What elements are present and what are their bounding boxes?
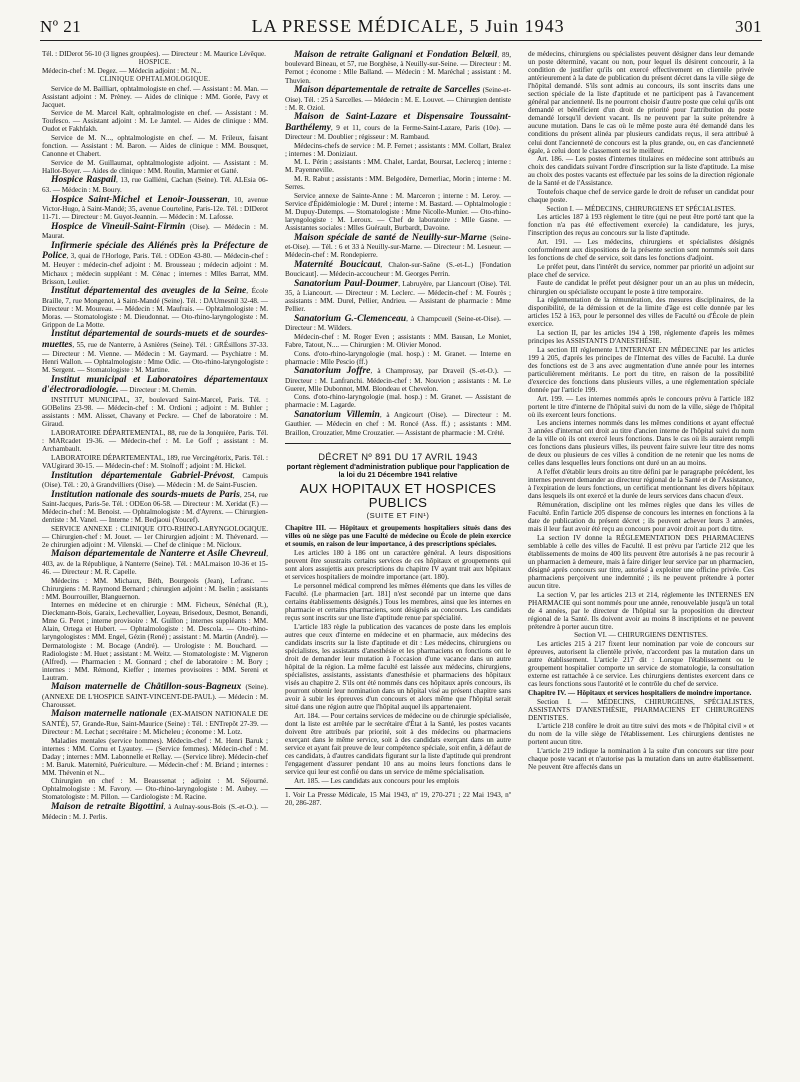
- directory-entry: Service de M. Bailliart, ophtalmologiste en chef. — Assistant : M. Man. — Assistant adjoint : M. Prèney. — Aides de clinique : MM. Gorée, Pavy et Jacquet.: [42, 84, 268, 109]
- decree-text: [285, 524, 511, 784]
- decree-paragraph: Faute de candidat le préfet peut désigner pour un an au plus un médecin, chirurgien ou spécialiste occupant le poste à titre temporaire.: [528, 279, 754, 296]
- decree-paragraph: Le préfet peut, dans l'intérêt du service, nommer par priorité un adjoint sur place chef de service.: [528, 262, 754, 279]
- decree-number: DÉCRET Nº 891 DU 17 AVRIL 1943: [318, 451, 478, 462]
- decree-paragraph: Art. 186. — Les postes d'internes titulaires en médecine sont attribués au choix des candidats suivant l'ordre d'inscription sur la liste d'aptitude. La mise au choix des postes vacants est effectuée par les soins de la direction régionale de la Santé et de l'Assistance.: [528, 155, 754, 188]
- directory-entry: Maison spéciale de santé de Neuilly-sur-Marne (Seine-et-Oise). — Tél. : 6 et 33 à Neuilly-sur-Marne. — Directeur : M. Lesueur. — Médecin-chef : M. Rondepierre.: [285, 231, 511, 260]
- directory-entry: Sanatorium Paul-Doumer, Labruyère, par Liancourt (Oise). Tél. 35, à Liancourt. — Directeur : M. Leclerc. — Médecin-chef : M. Fourès ; assistants : MM. Durel, Pellier, Andrieu. — Assistant de pharmacie : Mme Pellier.: [285, 277, 511, 314]
- decree-paragraph: L'article 218 confère le droit au titre suivi des mots « de l'hôpital civil » et du nom de la ville siège de l'établissement. Les chirurgiens dentistes ne portent aucun titre.: [528, 722, 754, 747]
- directory-entry: Chirurgien en chef : M. Beaussenat ; adjoint : M. Séjourné. Ophtalmologiste : M. Favory. — Oto-rhino-laryngologiste : M. Aubey. — Stomatologiste : M. Pillon. — Cardiologiste : M. Racine.: [42, 777, 268, 802]
- directory-entry: Médecins : MM. Michaux, Béth, Bourgeois (Jean), Lefranc. — Chirurgiens : M. Raymond Bernard ; chirurgien adjoint : M. Iselin ; assistants : MM. Bourrouiller, Blanguernon.: [42, 576, 268, 601]
- directory-entry: Infirmerie spéciale des Aliénés près la Préfecture de Police, 3, quai de l'Horloge, Paris. Tél. : ODEon 43-80. — Médecin-chef : M. Heuyer : médecin-chef adjoint : M. Brousseau ; médecin adjoint : M. Michaux ; médecin suppléant : M. Cénac ; internes : Mlles Barrat, MM. Brisson, Leulier.: [42, 239, 268, 286]
- decree-continuation: (SUITE ET FIN¹): [366, 511, 430, 521]
- directory-entry: Sanatorium G.-Clemenceau, à Champcueil (Seine-et-Oise). — Directeur : M. Wilders.: [285, 312, 511, 333]
- decree-paragraph: Les anciens internes nommés dans les mêmes conditions et ayant effectué 3 années d'internat ont droit au titre d'ancien interne de l'hôpital suivi du nom de la ville où ils ont exercé leurs fonctions. Dans le cas où ils auraient rempli ces fonctions dans plusieurs villes, ils peuvent faire suivre leur titre des noms de deux ou plusieurs de ces villes à condition de ne retenir que les noms de celles dans lesquelles leurs fonctions ont duré un an au moins.: [528, 419, 754, 468]
- decree-heading: [285, 452, 511, 521]
- directory-entry: Internes en médecine et en chirurgie : MM. Ficheux, Sénéchal (R.), Dieckmann-Bois, Garaix, Lechevallier, Loyeau, Brisedoux, Desmot, Benandi, Mme G. Peret ; interne provisoire : M. Guillon ; internes suppléants : MM. Alain, Ortega et Hubert. — Ophtalmologiste : M. Descola. — Oto-rhino-laryngologistes : MM. Engel, Gézin (René) ; assistant : M. Martin (André). — Dermatologiste : M. Bocage (André). — Urologiste : M. Bouchard. — Radiologiste : M. Huet ; assistant : M. Weitz. — Stomatologiste : M. Vigneron (Alfred). — Pharmacien : M. Gonnard ; chef de laboratoire : M. Bory ; internes : MM. Rémond, Kieffer ; internes provisoires : MM. Sereni et Lautram.: [42, 601, 268, 682]
- directory-entry: LABORATOIRE DÉPARTEMENTAL, 88, rue de la Jonquière, Paris. Tél. : MARcadet 19-36. — Médecin-chef : M. Le Goff ; assistant : M. Archambault.: [42, 429, 268, 454]
- directory-entry: M. R. Rabut ; assistants : MM. Belgodère, Demerliac, Morin ; interne : M. Serres.: [285, 175, 511, 192]
- column-middle: [285, 50, 511, 807]
- directory-entry: Service de M. Marcel Kalt, ophtalmologiste en chef. — Assistant : M. Toufesco. — Assistant adjoint : M. Le Jamtel. — Aides de clinique : MM. Oudot et Fakhfakh.: [42, 109, 268, 134]
- column-right: [528, 50, 754, 772]
- directory-continued: [285, 50, 511, 437]
- decree-paragraph: L'article 219 indique la nomination à la suite d'un concours sur titre pour chaque poste vacant et n'autorise pas la mutation dans un autre établissement. Ne peuvent être affectés dans un: [528, 747, 754, 772]
- directory-entry: M. L. Périn ; assistants : MM. Chalet, Lardat, Boursat, Leclercq ; interne : M. Payenneville.: [285, 158, 511, 175]
- directory-entry: Médecin-chef : M. Roger Even ; assistants : MM. Bausan, Le Moniet, Fabre, Tatout, N.... — Chirurgien : M. Olivier Monod.: [285, 332, 511, 349]
- decree-paragraph: Art. 191. — Les médecins, chirurgiens et spécialistes désignés conformément aux dispositions de la présente section sont nommés soit dans les fonctions de chef de service, soit dans les fonctions d'adjoint.: [528, 238, 754, 263]
- directory-entry: Institut municipal et Laboratoires départementaux d'électroradiologie. — Directeur : M. Chemin.: [42, 373, 268, 396]
- directory-entry: Tél. : DIDerot 56-10 (3 lignes groupées). — Directeur : M. Maurice Lévêque.: [42, 50, 266, 58]
- directory-entry: Institution départementale Gabriel-Prévost, Campuis (Oise). Tél. : 20, à Grandvilliers (Oise). — Médecin : M. de Saint-Fuscien.: [42, 469, 268, 489]
- decree-paragraph: A l'effet d'établir leurs droits au titre défini par le paragraphe précédent, les internes peuvent demander au directeur régional de la Santé et de l'Assistance, à l'expiration de leurs fonctions, un certificat mentionnant les divers hôpitaux dans lesquels ils ont exercé et la durée de leurs services dans chacun d'eux.: [528, 468, 754, 501]
- directory-entry: Service annexe de Sainte-Anne : M. Marceron ; interne : M. Leroy. — Service d'Épidémiologie : M. Durel ; interne : M. Bastard. — Ophtalmologie : M. Dupuy-Dutemps. — Stomatologiste : Mme Nicolle-Munier. — Oto-rhino-laryngologiste : M. Leroux. — Chef de laboratoire : Mlle Gasne. — Assistantes sociales : Mlles Guérault, Burbardt, Davoine.: [285, 191, 511, 232]
- page-number: 301: [735, 17, 762, 36]
- directory-entry: Service de M. Guillaumat, ophtalmologiste adjoint. — Assistant : M. Hallot-Boyer. — Aides de clinique : MM. Roulin, Marmier et Gatté.: [42, 158, 268, 175]
- directory-entry: Maison maternelle nationale (EX-MAISON NATIONALE DE SANTÉ), 57, Grande-Rue, Saint-Maurice (Seine) : Tél. : ENTrepôt 27-39. — Directeur : M. Lechat ; secrétaire : M. Micheleu ; économe : M. Lotz.: [42, 708, 268, 736]
- decree-paragraph: La section II, par les articles 194 à 198, réglemente d'après les mêmes principes les ASSISTANTS D'ANESTHÉSIE.: [528, 328, 754, 345]
- directory-entry: Institution nationale des sourds-muets de Paris, 254, rue Saint-Jacques, Paris-5e. Tél. : ODEon 06-58. — Directeur : M. Xeridat (F.) — Médecin-chef : M. Benoist. — Ophtalmologiste : M. d'Ayrenx. — Chirurgien-dentiste : M. Vanel. — Interne : M. Bedjaoui (Youcef).: [42, 488, 268, 525]
- footnote-rule: [285, 788, 355, 789]
- decree-paragraph: Section I. — MÉDECINS, CHIRURGIENS ET SPÉCIALISTES.: [546, 204, 736, 213]
- directory-entry: Institut départemental de sourds-muets et de sourdes-muettes, 55, rue de Nanterre, à Asnières (Seine). Tél. : GRÉsillons 37-33. — Directeur : M. Vienne. — Médecin : M. Gaymard. — Psychiatre : M. Henri Wallon. — Ophtalmologiste : Mme Odic. — Oto-rhino-laryngologiste : M. Sergent. — Stomatologiste : M. Martine.: [42, 328, 268, 375]
- directory-entry: Hospice Saint-Michel et Lenoir-Jousseran, 10, avenue Victor-Hugo, à Saint-Mandé; 35, avenue Courteline, Paris-12e. Tél. : DIDerot 11-71. — Directeur : M. Guyot-Jeannin. — Médecin : M. Lafosse.: [42, 193, 268, 221]
- directory-entry: Maison départementale de retraite de Sarcelles (Seine-et-Oise). Tél. : 25 à Sarcelles. — Médecin : M. E. Louvet. — Chirurgien dentiste : M. R. Oziol.: [285, 84, 511, 112]
- directory-entry: Maison de Saint-Lazare et Dispensaire Toussaint-Barthélemy, 9 et 11, cours de la Ferme-Saint-Lazare, Paris (10e). — Directeur : M. Doublier ; régisseur : M. Rambaud.: [285, 111, 511, 142]
- decree-subtitle: portant règlement d'administration publique pour l'application de la loi du 21 Décembre 1941 relative: [286, 461, 510, 480]
- directory-entry: Maternité Boucicaut, Chalon-sur-Saône (S.-et-L.) [Fondation Boucicaut]. — Médecin-accoucheur : M. Georges Perrin.: [285, 258, 511, 279]
- directory-entry: Maison de retraite Galignani et Fondation Belœil, 89, boulevard Bineau, et 57, rue Borghèse, à Neuilly-sur-Seine. — Directeur : M. Pernot ; économe : Mlle Balland. — Médecin : M. Maréchal ; assistant : M. Thuvien.: [285, 49, 511, 85]
- directory-entry: Cons. d'oto-rhino-laryngologie (mal. hosp.) : M. Granet. — Interne en pharmacie : Mlle Pescio (ff.): [285, 349, 511, 366]
- directory-entry: CLINIQUE OPHTALMOLOGIQUE.: [99, 75, 211, 83]
- decree-paragraph: Toutefois chaque chef de service garde le droit de refuser un candidat pour chaque poste.: [528, 187, 754, 205]
- decree-paragraph: Les articles 180 à 186 ont un caractère général. A leurs dispositions peuvent être soustraits certains services de ces hôpitaux et groupements qui sont alors assujettis aux prescriptions du chapitre IV ayant trait aux hôpitaux et services hospitaliers de moindre importance (art. 180).: [285, 549, 511, 582]
- directory-entry: Sanatorium Joffre, à Champrosay, par Draveil (S.-et-O.). — Directeur : M. Lanfranchi. Médecin-chef : M. Nouvion ; assistants : M. Le Guerer, Mlle Dubonnot, MM. Blondeau et Chevelon.: [285, 365, 511, 393]
- directory-entry: Hospice Raspail, 13, rue Galliéni, Cachan (Seine). Tél. ALEsia 06-63. — Médecin : M. Boury.: [42, 174, 268, 194]
- decree-paragraph: Chapitre III. — Hôpitaux et groupements hospitaliers situés dans des villes où ne siège pas une Faculté de médecine ou École de plein exercice et soumis, en raison de leur importance, à des prescriptions spéciales.: [285, 524, 511, 549]
- directory-entry: Sanatorium Villemin, à Angicourt (Oise). — Directeur : M. Gauthier. — Médecin en chef : M. Roncé (Ass. ff.) ; assistants : MM. Braillon, Crouzatier, Mme Crouzatier. — Assistant de pharmacie : M. Crété.: [285, 409, 511, 437]
- directory-entry: LABORATOIRE DÉPARTEMENTAL, 189, rue Vercingétorix, Paris. Tél. : VAUgirard 30-15. — Médecin-chef : M. Stoïnoff ; adjoint : M. Hickel.: [42, 453, 268, 470]
- directory-entry: Maison de retraite Bigottini, à Aulnay-sous-Bois (S.-et-O.). — Médecin : M. J. Perlis.: [42, 801, 269, 821]
- directory-entry: Médecin-chef : M. Degez. — Médecin adjoint : M. N...: [42, 67, 202, 76]
- decree-paragraph: Les articles 215 à 217 fixent leur nomination par voie de concours sur épreuves, autorisent la clientèle privée, n'accordent pas la mutation dans un autre établissement. L'article 217 dit : Lorsque l'établissement ou le groupement hospitalier comporte un service de stomatologie, la consultation externe est rattachée à ce service. Les chirurgiens dentistes exercent dans ce cas leurs fonctions sous l'autorité et le contrôle du chef de service.: [528, 640, 754, 689]
- decree-paragraph: L'article 183 règle la publication des vacances de poste dans les emplois autres que ceux d'interne en médecine et en pharmacie, aux médecins des candidats inscrits sur la liste d'aptitude et dit : Les médecins, chirurgiens ou spécialistes, les assistants d'anesthésie et les pharmaciens en fonctions ont le droit de demander leur mutation à l'occasion d'une vacance dans un autre hôpital de la région. La même faculté est laissée aux médecins, chirurgiens, spécialistes, assistants, assistants d'anesthésie et pharmaciens des hôpitaux visés au chapitre 2. S'ils ont été nommés dans ces hôpitaux après concours, ils pourront obtenir leur nomination dans un hôpital visé au présent chapitre sans avoir à subir les épreuves d'un concours et alors même que l'hôpital serait situé dans une région autre que l'hôpital auquel ils appartenaient.: [285, 622, 511, 712]
- directory-entry: Institut départemental des aveugles de la Seine, École Braille, 7, rue Mongenot, à Saint-Mandé (Seine). Tél. : DAUmesnil 32-48. — Directeur : M. Moureau. — Médecin : M. Maufrais. — Ophtalmologiste : M. Moras. — Stomatologiste : M. Dieudonnat. — Oto-rhino-laryngologiste : M. Grippon de La Motte.: [42, 285, 268, 329]
- decree-paragraph: Rémunération, discipline ont les mêmes règles que dans les villes de Faculté. Enfin l'article 205 dispense de concours les internes en fonctions à la date de publication du présent décret ; ils peuvent achever leurs 3 années, mais il leur faut avoir été reçu au concours pour avoir droit au port du titre.: [528, 500, 754, 534]
- decree-paragraph: Art. 185. — Les candidats aux concours pour les emplois: [294, 776, 460, 785]
- directory-entry: Maison départementale de Nanterre et Asile Chevreul, 403, av. de la République, à Nanterre (Seine). Tél. : MALmaison 10-36 et 15-46. — Directeur : M. R. Capelle.: [42, 548, 268, 576]
- decree-paragraph: La réglementation de la rémunération, des mesures disciplinaires, de la disponibilité, de la démission et de la limite d'âge est celle donnée par les articles 152 à 163, pour le personnel des villes de Faculté ou d'École de plein exercice.: [528, 296, 754, 329]
- decree-paragraph: de médecins, chirurgiens ou spécialistes peuvent désigner dans leur demande un poste déterminé, vacant ou non, pour lequel ils désirent concourir, à la condition de justifier qu'ils ont exercé effectivement en clientèle privée antérieurement à la date de publication du présent décret dans la ville siège de l'hôpital demandé. S'ils sont admis au concours, ils sont inscrits dans une section spéciale de la liste d'aptitude et ne participent pas à l'avancement général par ancienneté. Ils ne pourront choisir d'autre poste que celui qu'ils ont demandé et bénéficient d'un droit de priorité pour l'attribution du poste demandé lorsqu'il devient vacant. Ils ne peuvent par la suite prétendre à aucune mutation. Dans le cas où le même poste aura été demandé dans les conditions du présent alinéa par plusieurs candidats reçus, il sera attribué à celui dont l'ancienneté de concours est la plus grande, ou, en cas d'ancienneté égale, à celui dont le classement est le meilleur.: [528, 50, 754, 155]
- directory-entry: SERVICE ANNEXE : CLINIQUE OTO-RHINO-LARYNGOLOGIQUE. — Chirurgien-chef : M. Jouet. — 1er Chirurgien adjoint : M. Thévenard. — 2e chirurgien adjoint : M. Vilenski. — Chef de clinique : M. Nicloux.: [42, 524, 268, 549]
- issue-number: Nº 21: [40, 17, 82, 36]
- directory-entry: Maison maternelle de Châtillon-sous-Bagneux (Seine). (ANNEXE DE L'HOSPICE SAINT-VINCENT-DE-PAUL). — Médecin : M. Charousset.: [42, 681, 268, 709]
- decree-paragraph: Chapitre IV. — Hôpitaux et services hospitaliers de moindre importance.: [528, 688, 752, 697]
- column-left: [42, 50, 268, 821]
- decree-paragraph: Art. 184. — Pour certains services de médecine ou de chirurgie spécialisée, dont la liste est arrêtée par le secrétaire d'État à la Santé, les postes vacants doivent être attribués par priorité, soit à des médecins ou pharmaciens exerçant dans le même service, soit à des candidats exerçant dans un autre service et ayant fait preuve de leur compétence spéciale, soit enfin, à défaut de ces candidats, à d'autres candidats figurant sur la liste d'aptitude qui prendront l'engagement d'assurer pendant 10 ans au moins leurs fonctions dans le service qui leur est confié ou dans un service de même spécialisation.: [285, 711, 512, 777]
- decree-paragraph: Le personnel médical comprend les mêmes éléments que dans les villes de Faculté. (Le pharmacien [art. 181] n'est secondé par un interne que dans certains établissements désignés.) Tous les membres, ainsi que les internes en pharmacie et certains pharmaciens, sont désignés au concours. Les candidats reçus sont inscrits sur une liste d'aptitude renue par spécialité.: [285, 581, 511, 623]
- directory-entry: INSTITUT MUNICIPAL, 37, boulevard Saint-Marcel, Paris. Tél. : GOBelins 23-98. — Médecin-chef : M. Ordioni ; adjoint : M. Buhler ; assistants : MM. Alisset, Chavany et Peckre. — Chef de laboratoire : M. Giraud.: [42, 396, 268, 429]
- section-rule: [285, 443, 511, 444]
- directory-entry: Service de M. N..., ophtalmologiste en chef. — M. Frileux, faisant fonction. — Assistant : M. Baron. — Aides de clinique : MM. Bousquet, Canonne et Chabert.: [42, 134, 268, 159]
- directory-entry: Maladies mentales (service hommes). Médecin-chef : M. Henri Baruk ; internes : MM. Cornu et Lyautey. — (Service femmes). Médecin-chef : M. Daday ; internes : MM. Labonnelle et Rellay. — (Service libre). Médecin-chef : M. Baruk. Maternité, Puériculture. — Médecin-chef : M. Briand ; internes : MM. Thévenin et N...: [42, 736, 268, 777]
- decree-paragraph: La section V, par les articles 213 et 214, réglemente les INTERNES EN PHARMACIE qui sont nommés pour une année, renouvelable jusqu'à un total de 4 années, par le directeur de l'hôpital sur la proposition du directeur régional de la Santé. Ils doivent avoir au moins 8 inscriptions et ne peuvent prétendre à porter aucun titre.: [528, 590, 754, 631]
- page-header: [40, 14, 762, 41]
- decree-paragraph: Section VI. — CHIRURGIENS DENTISTES.: [574, 631, 708, 640]
- decree-paragraph: La section IV donne la RÉGLEMENTATION DES PHARMACIENS semblable à celle des villes de Faculté. Il est prévu par l'article 212 que les établissements de moins de 400 lits peuvent être autorisés à ne pas recourir à un pharmacien à demeure, mais à faire diriger leur service par un pharmacien, désigné après concours sur titre, autorisé à exploiter une officine privée. Ces pharmaciens perçoivent une indemnité ; ils ne peuvent prétendre à porter aucun titre.: [528, 533, 754, 590]
- directory-entry: HOSPICE.: [138, 58, 172, 66]
- decree-paragraph: Les articles 187 à 193 règlement le titre (qui ne peut être porté tant que la fonction n'a pas été effectivement exercée) la candidature, les jurys, l'inscription des reçus au concours sur la liste d'aptitude.: [528, 213, 754, 238]
- decree-paragraph: La section III réglemente L'INTERNAT EN MÉDECINE par les articles 199 à 205, d'après les principes de l'Internat des villes de Faculté. La durée des fonctions est de 3 ans avec augmentation d'une année pour les internes particulièrement méritants. Le port du titre, en raison de la possibilité d'exercice des fonctions dans plusieurs villes, a une réglementation spéciale donnée par l'article 199.: [528, 345, 754, 394]
- footnote: 1. Voir La Presse Médicale, 15 Mai 1943, nº 19, 270-271 ; 22 Mai 1943, nº 20, 286-287.: [285, 790, 511, 807]
- directory-entry: Médecins-chefs de service : M. P. Fernet ; assistants : MM. Collart, Bralez ; internes : M. Doniziaut.: [285, 141, 511, 158]
- decree-title: AUX HOPITAUX ET HOSPICES PUBLICS: [299, 480, 497, 511]
- decree-paragraph: Section I. — MÉDECINS, CHIRURGIENS, SPÉCIALISTES, ASSISTANTS D'ANESTHÉSIE, PHARMACIENS ET CHIRURGIENS DENTISTES.: [528, 697, 754, 722]
- decree-paragraph: Art. 199. — Les internes nommés après le concours prévu à l'article 182 portent le titre d'interne de l'hôpital suivi du nom de la ville, siège de l'hôpital où ils exercent leurs fonctions.: [528, 394, 754, 419]
- directory-entry: Hospice de Vineuil-Saint-Firmin (Oise). — Médecin : M. Maurat.: [42, 220, 268, 240]
- directory-entry: Cons. d'oto-rhino-laryngologie (mal. hosp.) : M. Granet. — Assistant de pharmacie : M. Lagarde.: [285, 393, 511, 410]
- journal-title: LA PRESSE MÉDICALE, 5 Juin 1943: [251, 16, 565, 36]
